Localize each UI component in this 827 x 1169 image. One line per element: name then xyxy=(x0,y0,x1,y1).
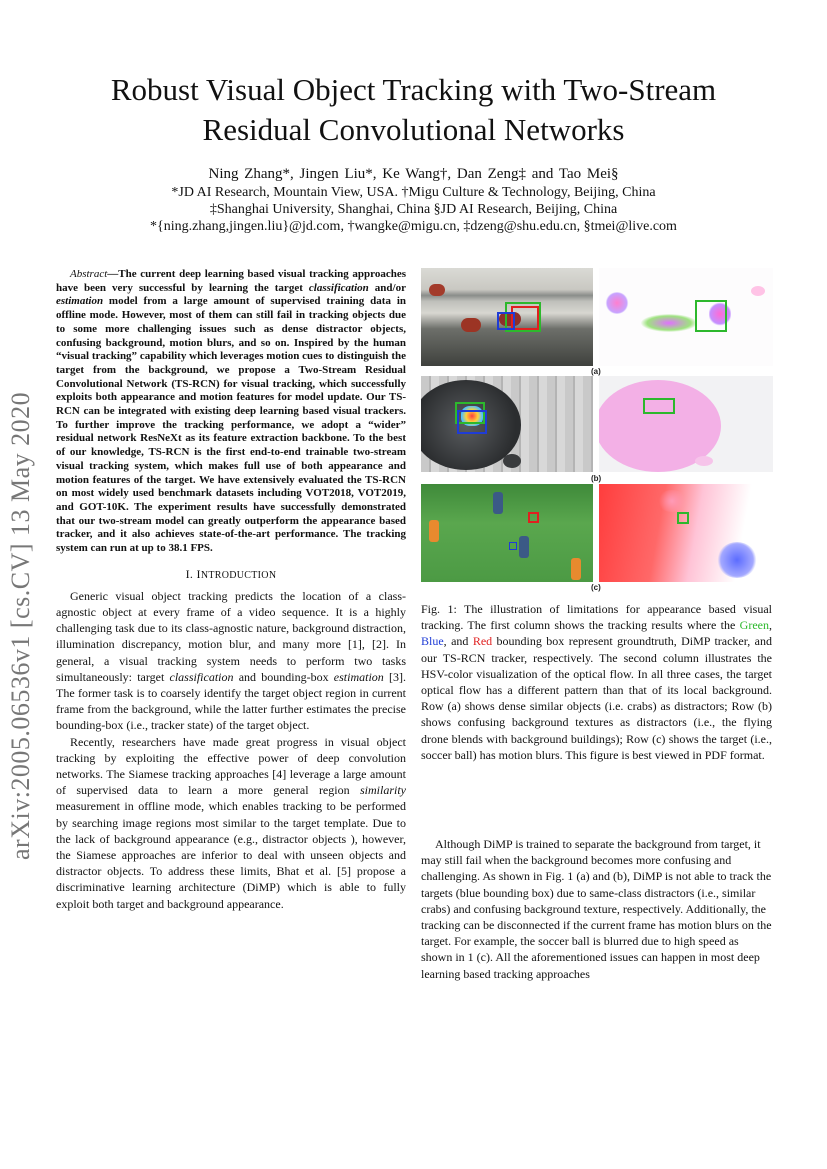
intro-p1-text-a: Generic visual object tracking predicts the location of a class-agnostic object at every frame of a video sequence. It is a highly challenging task due to its class-agnostic nature, background distraction, illumination discrepancy, motion blur, and many more [1], [2]. In general, a visual tracking system needs to perform two tasks simultaneously: target xyxy=(56,588,406,684)
abstract-emph-2: estimation xyxy=(56,295,104,308)
author-block xyxy=(60,166,767,235)
row-label-c: (c) xyxy=(591,583,601,592)
intro-p1-emph-1: classification xyxy=(169,669,234,684)
caption-text-a: Fig. 1: The illustration of limitations for appearance based visual tracking. The first column shows the tracking results where the xyxy=(421,602,772,633)
intro-p2-text-a: Recently, researchers have made great progress in visual object tracking by exploiting the effective power of deep convolution networks. The Siamese tracking approaches [4] leverage a large amount of supervised data to learn a more general region xyxy=(56,734,406,798)
crab-optical-flow-image xyxy=(599,268,773,366)
figure-1 xyxy=(421,268,773,593)
title-line-2: Residual Convolutional Networks xyxy=(202,112,625,147)
intro-p2-emph: similarity xyxy=(359,783,406,798)
abstract-text-2: and/or xyxy=(368,281,406,294)
author-names: Ning Zhang*, Jingen Liu*, Ke Wang†, Dan Zeng‡ and Tao Mei§ xyxy=(208,166,619,182)
crab-tracking-image xyxy=(421,268,593,366)
intro-paragraph-2 xyxy=(56,734,406,912)
abstract-emph-1: classification xyxy=(308,281,369,294)
paper-title xyxy=(60,70,767,150)
intro-paragraph-1 xyxy=(56,588,406,734)
section-numeral: I. I xyxy=(185,566,201,581)
caption-green-word: Green xyxy=(739,618,769,633)
caption-red-word: Red xyxy=(472,634,493,649)
caption-text-c: , and xyxy=(443,634,473,649)
abstract xyxy=(56,268,406,556)
section-heading-text: NTRODUCTION xyxy=(200,569,277,581)
caption-text-d: bounding box represent groundtruth, DiMP tracker, and our TS-RCN tracker, respectively. The second column illustrates the HSV-color visualization of the optical flow. In all three cases, the target optical flow has a different pattern than that of its local background. Row (a) shows dense similar objects (i.e. crabs) as distractors; Row (b) shows confusing background textures as distractors (i.e., the flying drone blends with background buildings); Row (c) shows the target (i.e., soccer ball) has motion blurs. This figure is best viewed in PDF format. xyxy=(421,634,772,762)
author-emails: *{ning.zhang,jingen.liu}@jd.com, †wangke@migu.cn, ‡dzeng@shu.edu.cn, §tmei@live.com xyxy=(150,219,677,234)
blue-bbox xyxy=(457,410,487,434)
row-label-b: (b) xyxy=(591,474,602,483)
abstract-text-3: model from a large amount of supervised training data in offline mode. However, most of them can still fail in tracking objects due to some more challenging issues such as dense distractor objects, confusing background, motion blurs, and so on. Inspired by the human “visual tracking” capability which leverages motion cues to distinguish the target from the background, we propose a Two-Stream Residual Convolutional Network (TS-RCN) for visual tracking, which successfully exploits both appearance and motion features for model update. Our TS-RCN can be integrated with existing deep learning based visual trackers. To further improve the tracking performance, we adopt a “wider” residual network ResNeXt as its feature extraction backbone. To the best of our knowledge, TS-RCN is the first end-to-end trainable two-stream visual tracking system, which makes full use of both appearance and motion features of the target. We have extensively evaluated the TS-RCN on most widely used benchmark datasets including VOT2018, VOT2019, and GOT-10K. The experiment results have successfully demonstrated that our two-stream model can greatly outperform the appearance based tracker, and it also achieves state-of-the-art performance. The tracking system can run at up to 38.1 FPS. xyxy=(56,295,406,555)
left-column xyxy=(56,268,406,912)
soccer-optical-flow-image xyxy=(599,484,773,582)
abstract-label: Abstract xyxy=(70,268,108,280)
blue-bbox xyxy=(497,312,515,330)
affiliation-line-2: ‡Shanghai University, Shanghai, China §JD AI Research, Beijing, China xyxy=(209,202,618,217)
blue-bbox xyxy=(509,542,517,550)
intro-p1-text-c: [3]. The former task is to coarsely identify the target object region in current frame from the background, while the latter further estimates the precise bounding-box (i.e., tracker state) of the target object. xyxy=(56,669,406,733)
abstract-text-1: The current deep learning based visual tracking approaches have been very successful by learning the target xyxy=(56,268,406,294)
affiliation-line-1: *JD AI Research, Mountain View, USA. †Migu Culture & Technology, Beijing, China xyxy=(171,185,656,200)
abstract-dash: — xyxy=(107,268,119,280)
green-bbox xyxy=(643,398,675,414)
red-bbox xyxy=(528,512,539,523)
caption-text-b: , xyxy=(769,618,772,633)
green-bbox xyxy=(695,300,727,332)
right-column-body xyxy=(421,836,772,982)
figure-caption xyxy=(421,601,772,763)
title-line-1: Robust Visual Object Tracking with Two-Stream xyxy=(110,72,717,107)
soccer-tracking-image xyxy=(421,484,593,582)
intro-p1-emph-2: estimation xyxy=(333,669,384,684)
red-bbox xyxy=(511,306,539,330)
drone-optical-flow-image xyxy=(599,376,773,472)
caption-blue-word: Blue xyxy=(421,634,444,649)
right-paragraph: Although DiMP is trained to separate the background from target, it may still fail when the background becomes more confusing and challenging. As shown in Fig. 1 (a) and (b), DiMP is not able to track the targets (blue bounding box) due to same-class distractors (i.e., similar crabs) and confusing background texture, respectively. Additionally, the tracking can be disconnected if the current frame has motion blurs on the target. For example, the soccer ball is blurred due to high speed as shown in 1 (c). All the aforementioned issues can happen in most deep learning based tracking approaches xyxy=(421,837,772,981)
green-bbox xyxy=(677,512,689,524)
row-label-a: (a) xyxy=(591,367,601,376)
intro-p2-text-b: measurement in offline mode, which enables tracking to be performed by searching image regions most similar to the target template. Due to the lack of background appearance (e.g., distractor objects ), however, the Siamese approaches are inferior to deal with unseen objects and distractor objects. To address these limits, Bhat et al. [5] propose a discriminative learning architecture (DiMP) which is able to fully exploit both target and background appearance. xyxy=(56,799,406,911)
drone-tracking-image xyxy=(421,376,593,472)
intro-p1-text-b: and bounding-box xyxy=(233,669,334,684)
section-heading-introduction xyxy=(56,567,406,582)
arxiv-stamp: arXiv:2005.06536v1 [cs.CV] 13 May 2020 xyxy=(6,391,35,860)
